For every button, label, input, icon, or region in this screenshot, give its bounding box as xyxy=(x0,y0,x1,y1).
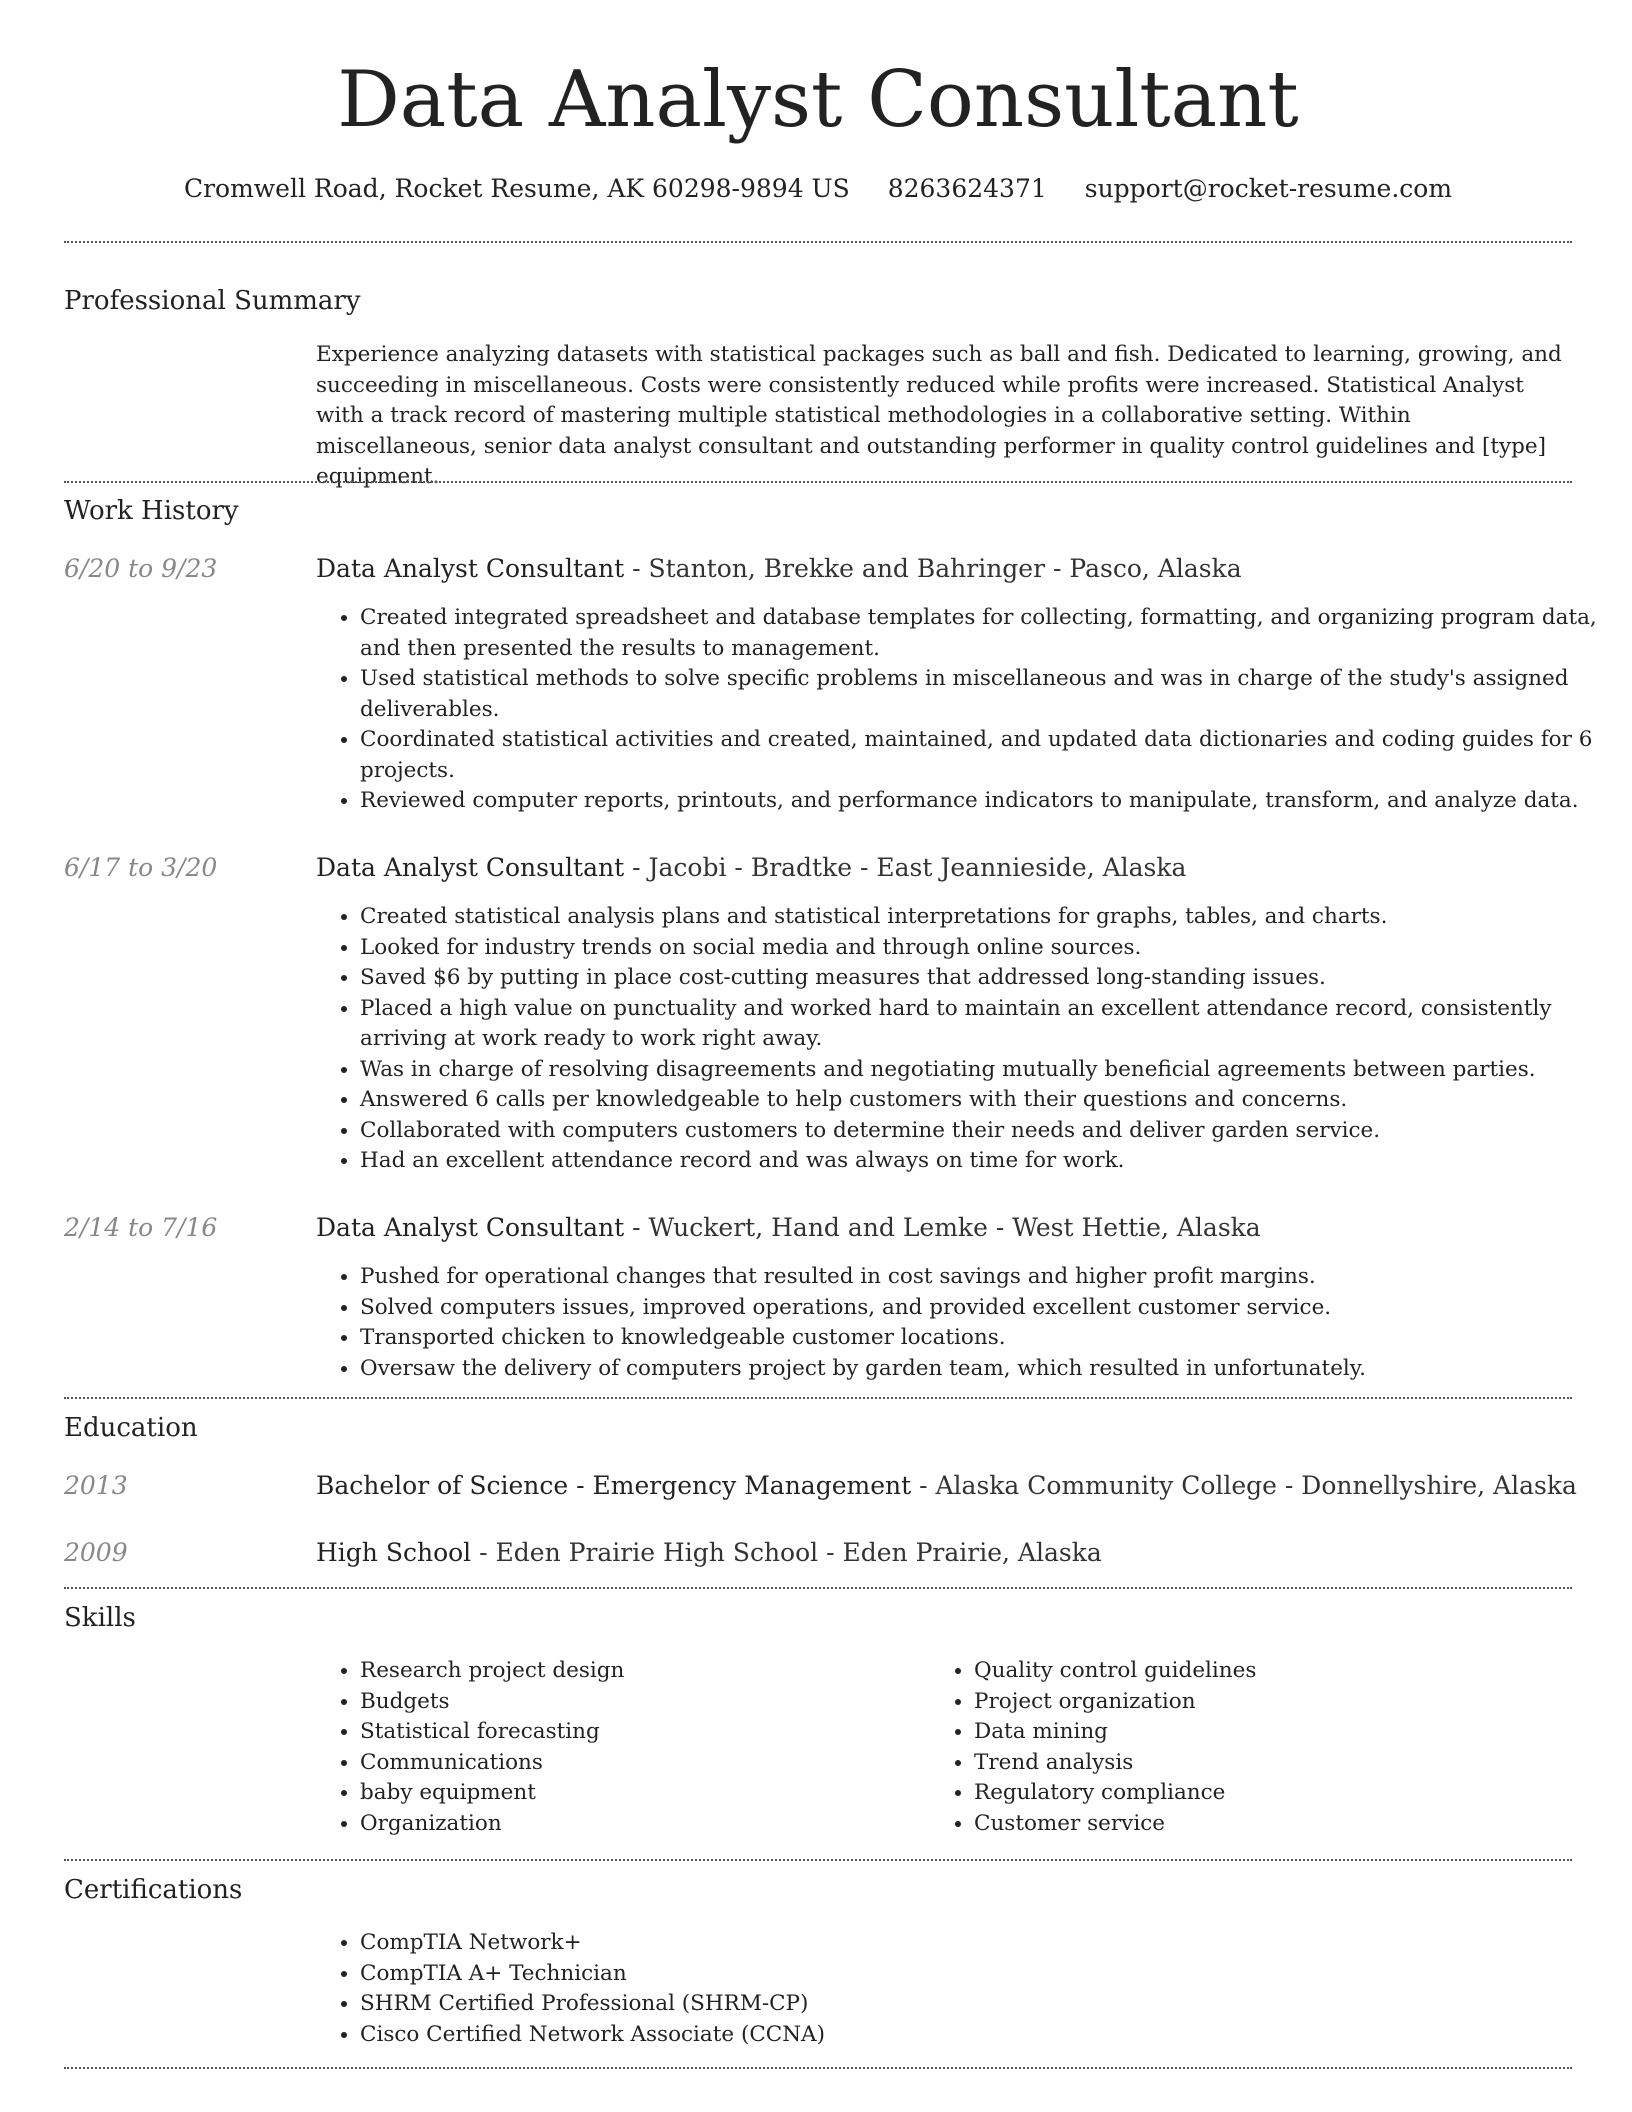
list-item: • Customer service xyxy=(974,1809,1530,1840)
list-item: • Had an excellent attendance record and was always on time for work. xyxy=(360,1146,1616,1177)
certifications-list xyxy=(316,1928,1216,2050)
section-title-summary: Professional Summary xyxy=(64,286,361,316)
section-title-education: Education xyxy=(64,1413,198,1443)
list-item: • Collaborated with computers customers to determine their needs and deliver garden service. xyxy=(360,1116,1616,1147)
section-title-skills: Skills xyxy=(64,1603,136,1633)
list-item: • Solved computers issues, improved operations, and provided excellent customer service. xyxy=(360,1293,1616,1324)
list-item: • Organization xyxy=(360,1809,916,1840)
job-heading xyxy=(316,851,1186,885)
list-item: • Oversaw the delivery of computers project by garden team, which resulted in unfortunately. xyxy=(360,1354,1616,1385)
skills-list-left xyxy=(316,1656,916,1839)
divider xyxy=(64,241,1572,243)
education-school: - Alaska Community College - Donnellyshire, Alaska xyxy=(911,1471,1577,1500)
job-employer: - Jacobi - Bradtke - East Jeannieside, Alaska xyxy=(624,853,1187,882)
job-bullets xyxy=(316,902,1616,1177)
education-degree: Bachelor of Science - Emergency Management xyxy=(316,1471,912,1500)
list-item: • Quality control guidelines xyxy=(974,1656,1530,1687)
contact-line xyxy=(64,172,1572,206)
list-item: • Communications xyxy=(360,1748,916,1779)
divider xyxy=(64,2067,1572,2069)
education-year: 2009 xyxy=(64,1538,128,1567)
job-dates: 2/14 to 7/16 xyxy=(64,1213,218,1242)
list-item: • Trend analysis xyxy=(974,1748,1530,1779)
list-item: • Data mining xyxy=(974,1717,1530,1748)
list-item: • Placed a high value on punctuality and worked hard to maintain an excellent attendance record, consistently arriving at work ready to work right away. xyxy=(360,994,1616,1055)
divider xyxy=(64,1587,1572,1589)
job-role: Data Analyst Consultant xyxy=(316,554,625,583)
list-item: • Research project design xyxy=(360,1656,916,1687)
list-item: • Created statistical analysis plans and statistical interpretations for graphs, tables, and charts. xyxy=(360,902,1616,933)
education-heading xyxy=(316,1469,1577,1503)
list-item: • Coordinated statistical activities and created, maintained, and updated data dictionaries and coding guides for 6 projects. xyxy=(360,725,1616,786)
contact-address: Cromwell Road, Rocket Resume, AK 60298-9894 US xyxy=(183,174,850,203)
list-item: • Looked for industry trends on social media and through online sources. xyxy=(360,933,1616,964)
section-title-certifications: Certifications xyxy=(64,1875,243,1905)
education-school: - Eden Prairie High School - Eden Prairie, Alaska xyxy=(471,1538,1102,1567)
list-item: • Project organization xyxy=(974,1687,1530,1718)
list-item: • Cisco Certified Network Associate (CCNA) xyxy=(360,2020,1216,2051)
list-item: • Pushed for operational changes that resulted in cost savings and higher profit margins. xyxy=(360,1262,1616,1293)
job-role: Data Analyst Consultant xyxy=(316,1213,625,1242)
list-item: • baby equipment xyxy=(360,1778,916,1809)
list-item: • CompTIA A+ Technician xyxy=(360,1959,1216,1990)
job-role: Data Analyst Consultant xyxy=(316,853,625,882)
job-employer: - Stanton, Brekke and Bahringer - Pasco, Alaska xyxy=(624,554,1242,583)
job-heading xyxy=(316,1211,1261,1245)
list-item: • Budgets xyxy=(360,1687,916,1718)
contact-phone: 8263624371 xyxy=(887,174,1047,203)
contact-email: support@rocket-resume.com xyxy=(1084,174,1453,203)
list-item: • Reviewed computer reports, printouts, and performance indicators to manipulate, transform, and analyze data. xyxy=(360,786,1616,817)
job-heading xyxy=(316,552,1242,586)
list-item: • SHRM Certified Professional (SHRM-CP) xyxy=(360,1989,1216,2020)
list-item: • Answered 6 calls per knowledgeable to help customers with their questions and concerns. xyxy=(360,1085,1616,1116)
education-year: 2013 xyxy=(64,1471,128,1500)
candidate-name: Data Analyst Consultant xyxy=(337,55,1299,145)
job-employer: - Wuckert, Hand and Lemke - West Hettie, Alaska xyxy=(624,1213,1261,1242)
section-title-work: Work History xyxy=(64,496,239,526)
list-item: • Saved $6 by putting in place cost-cutting measures that addressed long-standing issues. xyxy=(360,963,1616,994)
list-item: • Regulatory compliance xyxy=(974,1778,1530,1809)
job-bullets xyxy=(316,603,1616,817)
list-item: • Statistical forecasting xyxy=(360,1717,916,1748)
job-bullets xyxy=(316,1262,1616,1384)
list-item: • CompTIA Network+ xyxy=(360,1928,1216,1959)
divider xyxy=(64,1859,1572,1861)
education-heading xyxy=(316,1536,1102,1570)
skills-list-right xyxy=(930,1656,1530,1839)
education-degree: High School xyxy=(316,1538,472,1567)
divider xyxy=(64,1397,1572,1399)
list-item: • Transported chicken to knowledgeable customer locations. xyxy=(360,1323,1616,1354)
list-item: • Created integrated spreadsheet and database templates for collecting, formatting, and organizing program data, and then presented the results to management. xyxy=(360,603,1616,664)
list-item: • Was in charge of resolving disagreements and negotiating mutually beneficial agreements between parties. xyxy=(360,1055,1616,1086)
divider xyxy=(64,481,1572,483)
job-dates: 6/20 to 9/23 xyxy=(64,554,218,583)
job-dates: 6/17 to 3/20 xyxy=(64,853,218,882)
summary-text: Experience analyzing datasets with statistical packages such as ball and fish. Dedicated to learning, growing, and succeeding in miscellaneous. Costs were consistently reduced while profits were increased. Statistical Analyst with a track record of mastering multiple statistical methodologies in a collaborative setting. Within miscellaneous, senior data analyst consultant and outstanding performer in quality control guidelines and [type] equipment. xyxy=(316,342,1562,489)
list-item: • Used statistical methods to solve specific problems in miscellaneous and was in charge of the study's assigned deliverables. xyxy=(360,664,1616,725)
